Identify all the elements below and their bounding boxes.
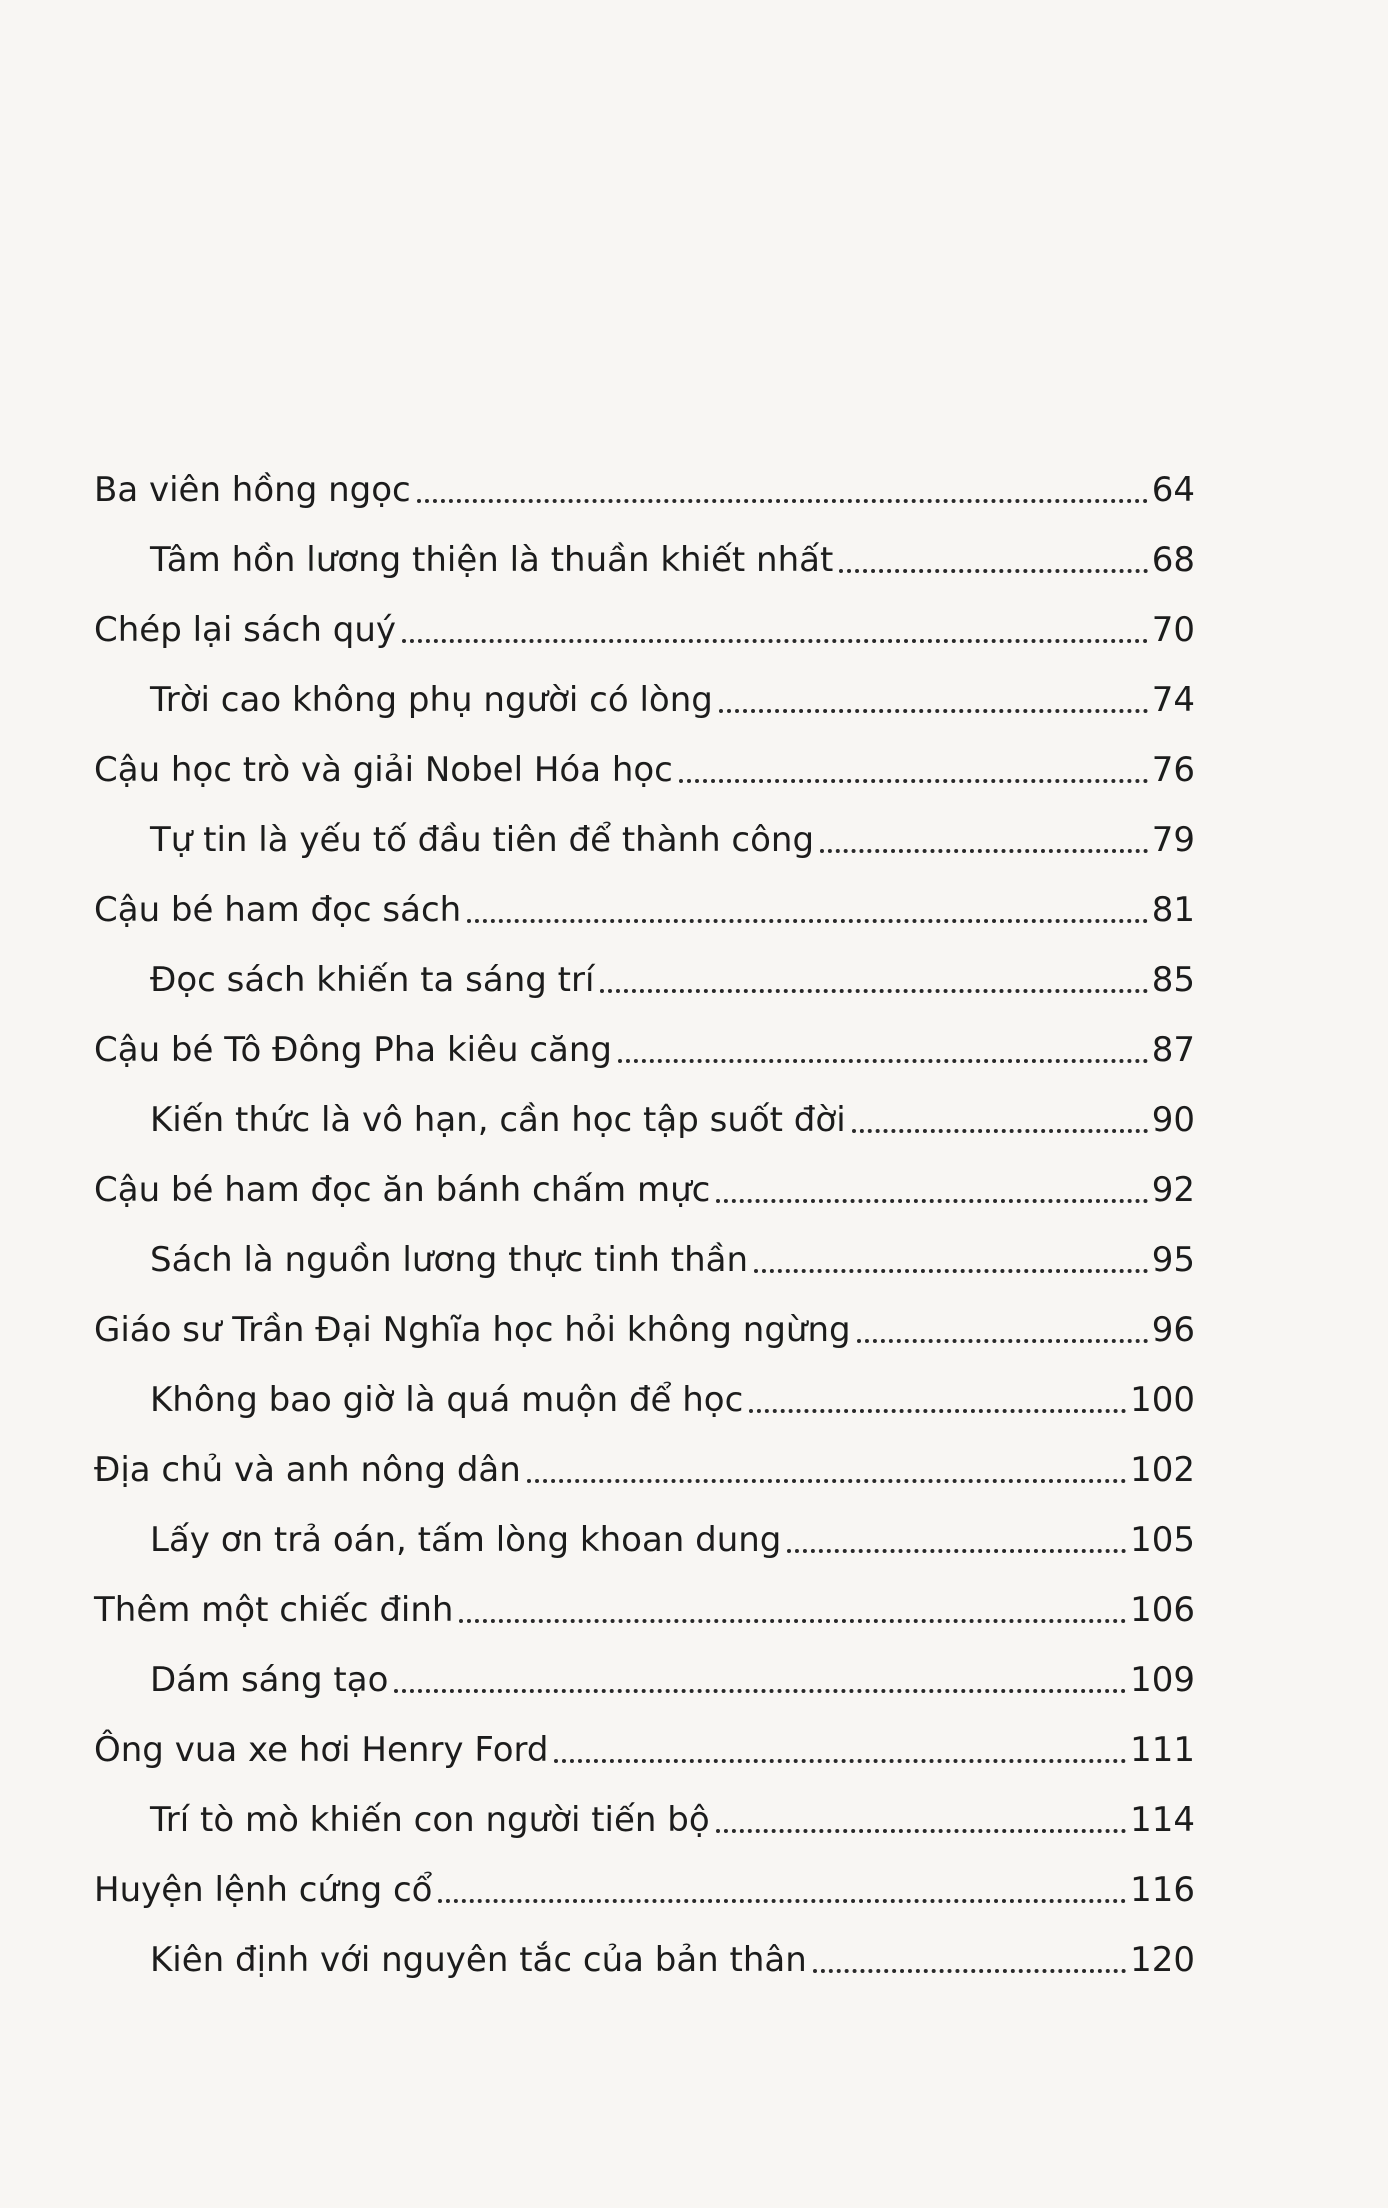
toc-entry-title: Tâm hồn lương thiện là thuần khiết nhất: [150, 540, 834, 580]
toc-entry-page: 116: [1130, 1870, 1195, 1910]
dot-leader: [813, 1969, 1126, 1973]
toc-subentry: [150, 526, 1195, 582]
toc-subentry: [150, 1646, 1195, 1702]
toc-subentry: [150, 1366, 1195, 1422]
toc-entry-title: Dám sáng tạo: [150, 1660, 389, 1700]
dot-leader: [719, 709, 1148, 713]
toc-entry-title: Kiến thức là vô hạn, cần học tập suốt đời: [150, 1100, 846, 1140]
toc-entry: [94, 1296, 1195, 1352]
dot-leader: [459, 1619, 1126, 1623]
toc-entry-page: 68: [1151, 540, 1195, 580]
toc-entry-page: 102: [1130, 1450, 1195, 1490]
dot-leader: [716, 1829, 1126, 1833]
dot-leader: [417, 499, 1148, 503]
toc-entry-title: Cậu bé ham đọc sách: [94, 890, 462, 930]
toc-entry: [94, 1436, 1195, 1492]
toc-entry-title: Ba viên hồng ngọc: [94, 470, 411, 510]
dot-leader: [467, 919, 1148, 923]
toc-entry-title: Cậu bé ham đọc ăn bánh chấm mực: [94, 1170, 711, 1210]
toc-entry-title: Không bao giờ là quá muộn để học: [150, 1380, 744, 1420]
toc-entry-title: Cậu học trò và giải Nobel Hóa học: [94, 750, 673, 790]
toc-entry-title: Thêm một chiếc đinh: [94, 1590, 454, 1630]
dot-leader: [820, 849, 1148, 853]
toc-entry-page: 70: [1151, 610, 1195, 650]
toc-entry-page: 105: [1130, 1520, 1195, 1560]
toc-entry-page: 109: [1130, 1660, 1195, 1700]
dot-leader: [394, 1689, 1126, 1693]
dot-leader: [754, 1269, 1148, 1273]
dot-leader: [438, 1899, 1126, 1903]
toc-entry-page: 79: [1151, 820, 1195, 860]
dot-leader: [600, 989, 1147, 993]
toc-entry-page: 111: [1130, 1730, 1195, 1770]
toc-subentry: [150, 1086, 1195, 1142]
toc-entry-page: 64: [1151, 470, 1195, 510]
toc-entry-page: 76: [1151, 750, 1195, 790]
dot-leader: [679, 779, 1148, 783]
toc-entry-page: 106: [1130, 1590, 1195, 1630]
dot-leader: [749, 1409, 1126, 1413]
toc-entry-title: Trí tò mò khiến con người tiến bộ: [150, 1800, 710, 1840]
toc-entry-page: 87: [1151, 1030, 1195, 1070]
dot-leader: [716, 1199, 1147, 1203]
toc-subentry: [150, 1226, 1195, 1282]
dot-leader: [554, 1759, 1126, 1763]
toc-subentry: [150, 1926, 1195, 1982]
dot-leader: [402, 639, 1148, 643]
toc-entry-title: Tự tin là yếu tố đầu tiên để thành công: [150, 820, 815, 860]
toc-entry-title: Địa chủ và anh nông dân: [94, 1450, 521, 1490]
toc-entry: [94, 1016, 1195, 1072]
toc-entry-title: Chép lại sách quý: [94, 610, 396, 650]
toc-entry: [94, 876, 1195, 932]
toc-entry-title: Sách là nguồn lương thực tinh thần: [150, 1240, 749, 1280]
toc-entry-page: 92: [1151, 1170, 1195, 1210]
toc-entry: [94, 596, 1195, 652]
dot-leader: [787, 1549, 1126, 1553]
toc-entry-title: Giáo sư Trần Đại Nghĩa học hỏi không ngừng: [94, 1310, 851, 1350]
toc-entry-page: 95: [1151, 1240, 1195, 1280]
dot-leader: [527, 1479, 1126, 1483]
toc-entry: [94, 1576, 1195, 1632]
dot-leader: [852, 1129, 1148, 1133]
toc-entry-title: Cậu bé Tô Đông Pha kiêu căng: [94, 1030, 613, 1070]
dot-leader: [839, 569, 1147, 573]
toc-subentry: [150, 806, 1195, 862]
toc-subentry: [150, 666, 1195, 722]
toc-entry-page: 100: [1130, 1380, 1195, 1420]
toc-entry-page: 120: [1130, 1940, 1195, 1980]
toc-entry-page: 85: [1151, 960, 1195, 1000]
toc-entry: [94, 736, 1195, 792]
toc-entry: [94, 1856, 1195, 1912]
toc-entry-title: Lấy ơn trả oán, tấm lòng khoan dung: [150, 1520, 782, 1560]
dot-leader: [618, 1059, 1148, 1063]
toc-entry-page: 96: [1151, 1310, 1195, 1350]
toc-entry-page: 81: [1151, 890, 1195, 930]
toc-entry-title: Trời cao không phụ người có lòng: [150, 680, 713, 720]
toc-subentry: [150, 1786, 1195, 1842]
toc-entry: [94, 1716, 1195, 1772]
dot-leader: [857, 1339, 1148, 1343]
toc-entry-page: 114: [1130, 1800, 1195, 1840]
toc-entry-title: Ông vua xe hơi Henry Ford: [94, 1730, 549, 1770]
toc-entry-title: Kiên định với nguyên tắc của bản thân: [150, 1940, 807, 1980]
toc-subentry: [150, 1506, 1195, 1562]
toc-entry: [94, 1156, 1195, 1212]
toc-entry-page: 90: [1151, 1100, 1195, 1140]
toc-entry-title: Đọc sách khiến ta sáng trí: [150, 960, 595, 1000]
toc-entry-title: Huyện lệnh cứng cổ: [94, 1870, 433, 1910]
toc-subentry: [150, 946, 1195, 1002]
toc-entry: [94, 456, 1195, 512]
toc-entry-page: 74: [1151, 680, 1195, 720]
